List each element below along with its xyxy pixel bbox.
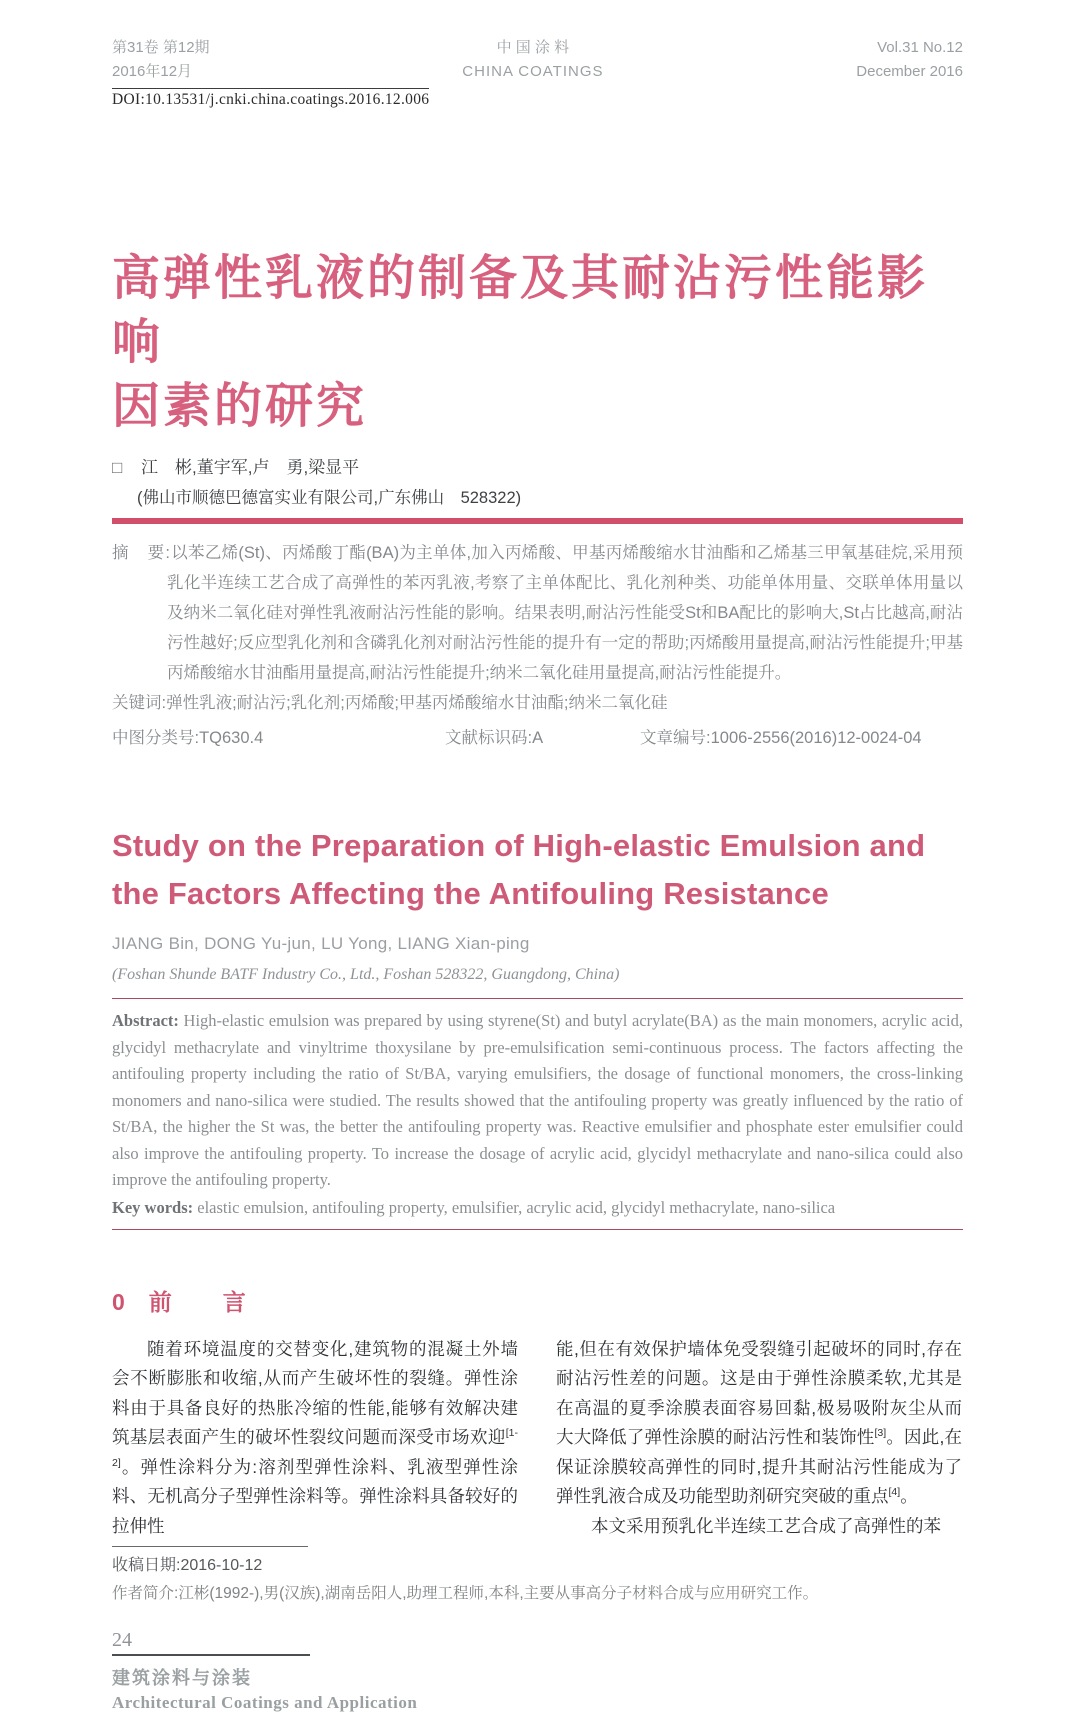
- section-title: 前 言: [148, 1288, 260, 1315]
- abstract-cn: [112, 538, 963, 688]
- keywords-en-label: Key words:: [112, 1197, 194, 1217]
- body-paragraph: 本文采用预乳化半连续工艺合成了高弹性的苯: [591, 1515, 941, 1536]
- body-columns: [112, 1335, 963, 1542]
- body-paragraph: 能,但在有效保护墙体免受裂缝引起破坏的同时,存在耐沾污性差的问题。这是由于弹性涂膜柔软,尤其是在高温的夏季涂膜表面容易回黏,极易吸附灰尘从而大大降低了弹性涂膜的耐沾污性和装饰性[3]。因此,在保证涂膜较高弹性的同时,提升其耐沾污性能成为了弹性乳液合成及功能型助剂研究突破的重点[4]。: [556, 1338, 962, 1506]
- author-marker-icon: □: [112, 458, 123, 477]
- volume-issue-cn: 第31卷 第12期: [112, 39, 210, 56]
- abstract-bottom-rule: [112, 1229, 963, 1230]
- author-bio-text: 江彬(1992-),男(汉族),湖南岳阳人,助理工程师,本科,主要从事高分子材料合成与应用研究工作。: [178, 1585, 819, 1602]
- date-en: December 2016: [856, 63, 963, 80]
- keywords-en: [112, 1195, 963, 1221]
- section-number: 0: [112, 1288, 125, 1315]
- affiliation-cn: (佛山市顺德巴德富实业有限公司,广东佛山 528322): [137, 489, 522, 507]
- page-number: 24: [112, 1629, 132, 1651]
- page-footer: [112, 1629, 963, 1713]
- body-paragraph: 随着环境温度的交替变化,建筑物的混凝土外墙会不断膨胀和收缩,从而产生破坏性的裂缝。弹性涂料由于具备良好的热胀冷缩的性能,能够有效解决建筑基层表面产生的破坏性裂纹问题而深受市场欢迎[1-2]。弹性涂料分为:溶剂型弹性涂料、乳液型弹性涂料、无机高分子型弹性涂料等。弹性涂料具备较好的拉伸性: [112, 1338, 518, 1536]
- article-id: [640, 724, 963, 748]
- journal-header: [112, 36, 963, 84]
- doc-code-label: 文献标识码:: [445, 729, 533, 747]
- author-names-cn: 江 彬,董宇军,卢 勇,梁显平: [141, 458, 360, 477]
- authors-cn: [112, 453, 963, 478]
- body-column-right: [556, 1335, 962, 1542]
- affiliation-en: (Foshan Shunde BATF Industry Co., Ltd., Foshan 528322, Guangdong, China): [112, 966, 620, 983]
- section-heading-0: [112, 1284, 963, 1317]
- doi-line: [112, 88, 963, 109]
- abstract-en-text: High-elastic emulsion was prepared by using styrene(St) and butyl acrylate(BA) as the main monomers, acrylic acid, glycidyl methacrylate and vinyltrime thoxysilane by pre-emulsification semi-continuous process. The factors affecting the antifouling property including the ratio of St/BA, varying emulsifiers, the dosage of functional monomers, the cross-linking monomers and nano-silica were studied. The results showed that the antifouling property was greatly influenced by the ratio of St/BA, the higher the St was, the better the antifouling property was. Reactive emulsifier and phosphate ester emulsifier could also improve the antifouling property. To increase the dosage of acrylic acid, glycidyl methacrylate and nano-silica could also improve the antifouling property.: [112, 1011, 964, 1189]
- keywords-cn-label: 关键词:: [112, 694, 167, 712]
- header-issue-cn: [112, 36, 210, 84]
- received-date-value: 2016-10-12: [180, 1557, 263, 1574]
- article-title-cn-line2: 因素的研究: [112, 380, 368, 433]
- article-title-en: Study on the Preparation of High-elastic Emulsion and the Factors Affecting the Antifouling Resistance: [112, 828, 926, 911]
- received-date-line: [112, 1552, 963, 1575]
- keywords-cn-text: 弹性乳液;耐沾污;乳化剂;丙烯酸;甲基丙烯酸缩水甘油酯;纳米二氧化硅: [166, 694, 668, 712]
- footnote-rule: [112, 1546, 308, 1547]
- article-title-cn: [112, 247, 963, 439]
- journal-name-en: CHINA COATINGS: [462, 63, 604, 80]
- clc-value: TQ630.4: [199, 729, 264, 747]
- column-name-en: Architectural Coatings and Application: [112, 1693, 418, 1712]
- journal-name: [462, 36, 603, 84]
- abstract-cn-text: 以苯乙烯(St)、丙烯酸丁酯(BA)为主单体,加入丙烯酸、甲基丙烯酸缩水甘油酯和乙烯基三甲氧基硅烷,采用预乳化半连续工艺合成了高弹性的苯丙乳液,考察了主单体配比、乳化剂种类、功能单体用量、交联单体用量以及纳米二氧化硅对弹性乳液耐沾污性能的影响。结果表明,耐沾污性能受St和BA配比的影响大,St占比越高,耐沾污性越好;反应型乳化剂和含磷乳化剂对耐沾污性能的提升有一定的帮助;丙烯酸用量提高,耐沾污性能提升;甲基丙烯酸缩水甘油酯用量提高,耐沾污性能提升;纳米二氧化硅用量提高,耐沾污性能提升。: [167, 544, 963, 682]
- doc-code-value: A: [532, 729, 544, 747]
- title-separator-bar: [112, 518, 963, 524]
- article-id-value: 1006-2556(2016)12-0024-04: [710, 729, 922, 747]
- article-title-cn-line1: 高弹性乳液的制备及其耐沾污性能影响: [112, 252, 929, 369]
- abstract-en: [112, 1008, 963, 1194]
- abstract-top-rule: [112, 998, 963, 999]
- classification-row: [112, 724, 963, 748]
- header-issue-en: [856, 36, 963, 84]
- received-date-label: 收稿日期:: [112, 1557, 181, 1574]
- document-code: [445, 724, 640, 748]
- journal-name-cn: 中 国 涂 料: [496, 39, 570, 56]
- author-bio-line: [112, 1581, 963, 1603]
- footer-rule: [112, 1654, 310, 1656]
- clc-label: 中图分类号:: [112, 729, 200, 747]
- abstract-en-label: Abstract:: [112, 1011, 179, 1030]
- authors-en: JIANG Bin, DONG Yu-jun, LU Yong, LIANG Xian-ping: [112, 934, 530, 953]
- keywords-en-text: elastic emulsion, antifouling property, emulsifier, acrylic acid, glycidyl methacrylate, nano-silica: [197, 1197, 836, 1217]
- article-id-label: 文章编号:: [640, 729, 711, 747]
- clc-number: [112, 724, 445, 748]
- keywords-cn: [112, 689, 963, 717]
- column-name-cn: 建筑涂料与涂装: [112, 1668, 252, 1688]
- volume-issue-en: Vol.31 No.12: [877, 39, 963, 56]
- footnote-block: [112, 1546, 963, 1603]
- doi-text: DOI:10.13531/j.cnki.china.coatings.2016.12.006: [112, 88, 429, 109]
- date-cn: 2016年12月: [112, 63, 193, 80]
- author-bio-label: 作者简介:: [112, 1585, 179, 1602]
- body-column-left: [112, 1335, 518, 1542]
- abstract-cn-label: 摘 要:: [112, 544, 171, 562]
